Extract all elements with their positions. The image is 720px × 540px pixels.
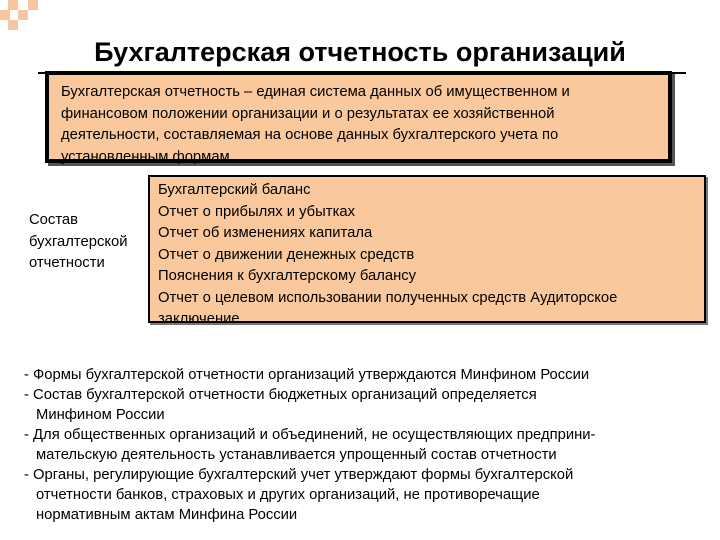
corner-decoration	[8, 20, 18, 30]
definition-line: установленным формам	[61, 148, 230, 165]
composition-item: Отчет о целевом использовании полученных средств Аудиторское	[158, 289, 618, 306]
definition-line: Бухгалтерская отчетность – единая система данных об имущественном и	[61, 84, 570, 100]
composition-item: заключение	[158, 311, 240, 327]
composition-label-line: бухгалтерской	[29, 233, 128, 250]
slide-title: Бухгалтерская отчетность организаций	[94, 37, 626, 67]
corner-decoration	[8, 0, 18, 10]
composition-item: Пояснения к бухгалтерскому балансу	[158, 268, 417, 284]
composition-item: Отчет об изменениях капитала	[158, 225, 373, 241]
note-line: нормативным актам Минфина России	[36, 507, 298, 523]
composition-item: Отчет о прибылях и убытках	[158, 203, 355, 220]
composition-item: Отчет о движении денежных средств	[158, 246, 415, 263]
note-line: Минфином России	[36, 407, 165, 423]
composition-item: Бухгалтерский баланс	[158, 182, 311, 198]
note-line: - Для общественных организаций и объединений, не осуществляющих предприни-	[24, 427, 596, 443]
corner-decoration	[18, 10, 28, 20]
corner-decoration	[0, 10, 10, 20]
definition-line: финансовом положении организации и о результатах ее хозяйственной	[61, 105, 555, 122]
composition-label	[29, 210, 128, 275]
definition-line: деятельности, составляемая на основе данных бухгалтерского учета по	[61, 127, 559, 143]
composition-list-box	[148, 175, 706, 327]
composition-label-line: Состав	[29, 212, 79, 228]
notes-block	[24, 365, 714, 525]
note-line: - Органы, регулирующие бухгалтерский учет утверждают формы бухгалтерской	[24, 467, 574, 483]
note-line: - Состав бухгалтерской отчетности бюджетных организаций определяется	[24, 387, 537, 403]
note-line: - Формы бухгалтерской отчетности организаций утверждаются Минфином России	[24, 367, 590, 383]
note-line: отчетности банков, страховых и других организаций, не противоречащие	[36, 487, 540, 503]
composition-label-line: отчетности	[29, 255, 105, 271]
corner-decoration	[28, 0, 38, 10]
note-line: мательскую деятельность устанавливается упрощенный состав отчетности	[36, 447, 557, 463]
definition-box	[45, 71, 672, 163]
